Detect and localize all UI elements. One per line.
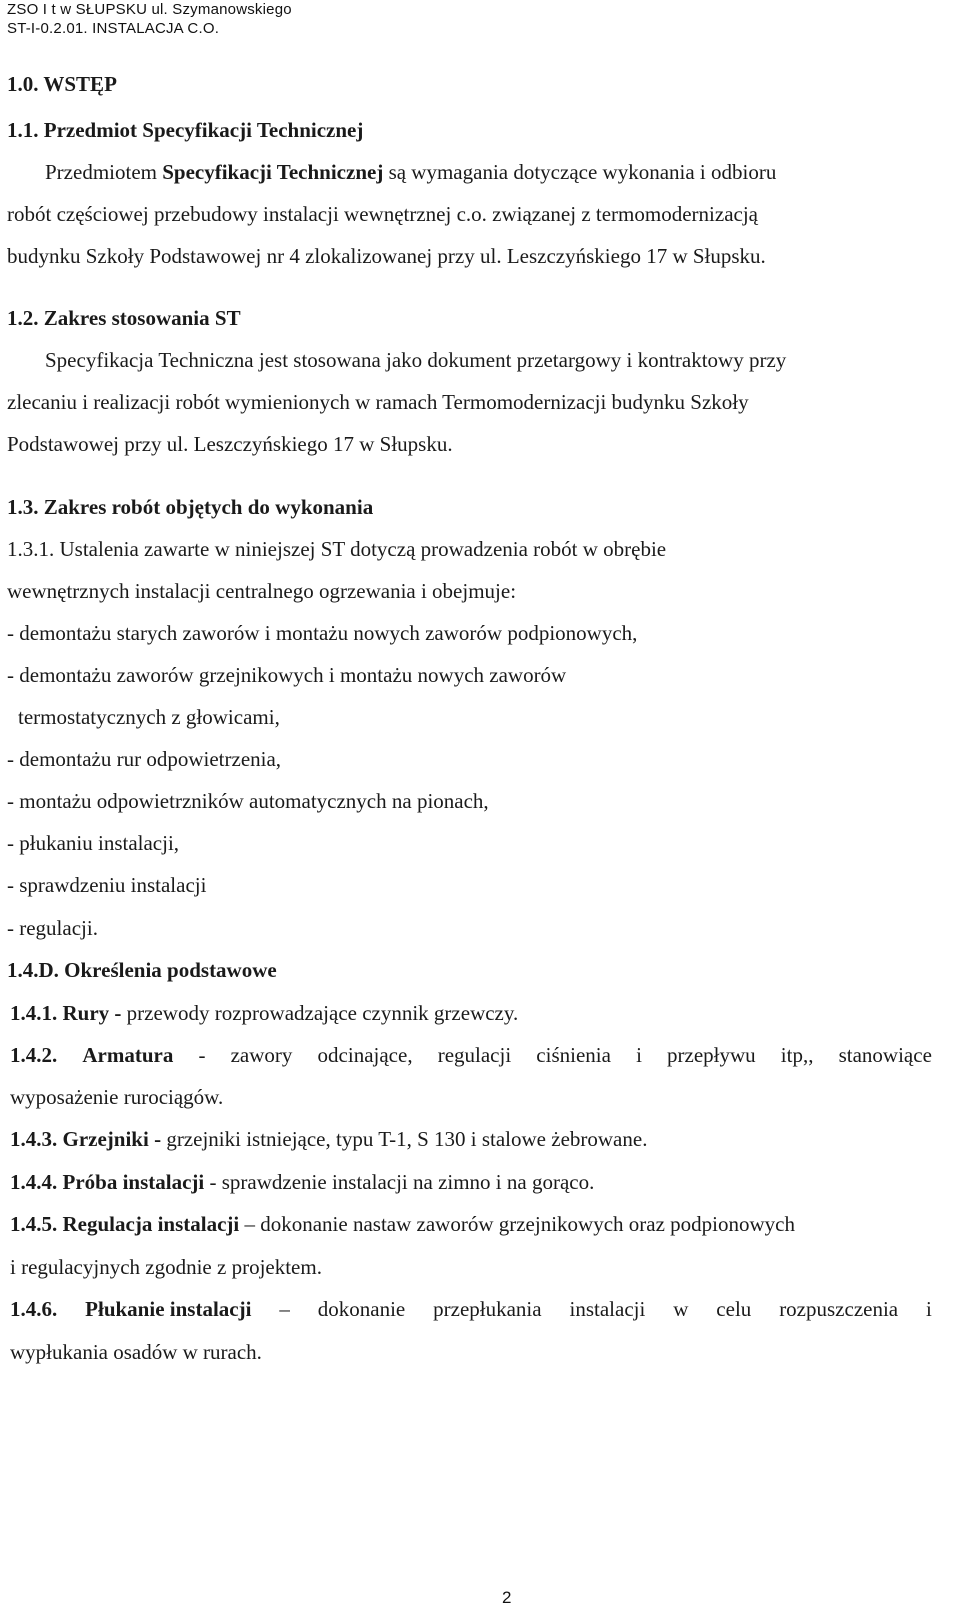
definition-word: odcinające, [317,1043,413,1067]
paragraph-line: robót częściowej przebudowy instalacji wewnętrznej c.o. związanej z termomodernizacją [7,202,758,226]
definition-word: rozpuszczenia [779,1297,899,1321]
heading-1-0: 1.0. WSTĘP [7,72,117,96]
definition-term: Regulacja instalacji [62,1212,240,1236]
definition-word: w [673,1297,689,1321]
definition-number: 1.4.1. [10,1001,58,1025]
text-run: Przedmiotem [45,160,157,184]
list-item: - płukaniu instalacji, [7,831,180,855]
definition-text: - sprawdzenie instalacji na zimno i na gorąco. [209,1170,595,1194]
definition-term: Rury - [62,1001,122,1025]
definition-word: regulacji [437,1043,512,1067]
page-number: 2 [502,1588,512,1607]
definition-term: Grzejniki - [62,1127,162,1151]
definition-1-4-4 [10,1170,594,1194]
definition-number: 1.4.3. [10,1127,58,1151]
definition-text: przewody rozprowadzające czynnik grzewczy. [126,1001,519,1025]
definition-continuation: wypłukania osadów w rurach. [10,1340,262,1364]
definition-1-4-2 [10,1043,932,1067]
definition-term: Płukanie instalacji [85,1297,252,1321]
definition-number: 1.4.2. [10,1043,58,1067]
definition-word: stanowiące [838,1043,932,1067]
list-item: - demontażu starych zaworów i montażu nowych zaworów podpionowych, [7,621,638,645]
paragraph-line: Podstawowej przy ul. Leszczyńskiego 17 w Słupsku. [7,432,453,456]
list-item: - montażu odpowietrzników automatycznych na pionach, [7,789,489,813]
list-item: - sprawdzeniu instalacji [7,873,207,897]
definition-1-4-6 [10,1297,932,1321]
paragraph-line [45,160,776,184]
heading-1-2 [7,306,241,330]
paragraph-line: Specyfikacja Techniczna jest stosowana jako dokument przetargowy i kontraktowy przy [45,348,787,372]
heading-text: Zakres stosowania ST [43,306,241,330]
definition-1-4-1 [10,1001,518,1025]
definition-word: zawory [230,1043,293,1067]
list-item: - regulacji. [7,916,98,940]
definition-text: – dokonanie nastaw zaworów grzejnikowych oraz podpionowych [244,1212,795,1236]
definition-text: grzejniki istniejące, typu T-1, S 130 i stalowe żebrowane. [166,1127,648,1151]
heading-1-3: 1.3. Zakres robót objętych do wykonania [7,495,374,519]
list-item-continuation: termostatycznych z głowicami, [18,705,280,729]
definition-1-4-5 [10,1212,795,1236]
definition-word: i [636,1043,642,1067]
heading-number: 1.2. [7,306,39,330]
running-header-line-2: ST-I-0.2.01. INSTALACJA C.O. [7,20,220,37]
list-item: - demontażu zaworów grzejnikowych i montażu nowych zaworów [7,663,567,687]
definition-number: 1.4.6. [10,1297,58,1321]
definition-number: 1.4.5. [10,1212,58,1236]
running-header-line-1: ZSO I t w SŁUPSKU ul. Szymanowskiego [7,1,292,18]
heading-1-1: 1.1. Przedmiot Specyfikacji Technicznej [7,118,364,142]
list-item: - demontażu rur odpowietrzenia, [7,747,282,771]
definition-term: Próba instalacji [62,1170,205,1194]
definition-continuation: wyposażenie rurociągów. [10,1085,224,1109]
definition-number: 1.4.4. [10,1170,58,1194]
definition-word: - [198,1043,206,1067]
paragraph-line: budynku Szkoły Podstawowej nr 4 zlokalizowanej przy ul. Leszczyńskiego 17 w Słupsku. [7,244,766,268]
definition-word: – [279,1297,290,1321]
definition-word: dokonanie [317,1297,406,1321]
definition-word: itp,, [780,1043,814,1067]
paragraph-line: 1.3.1. Ustalenia zawarte w niniejszej ST dotyczą prowadzenia robót w obrębie [7,537,667,561]
definition-word: przepłukania [433,1297,542,1321]
paragraph-line: wewnętrznych instalacji centralnego ogrzewania i obejmuje: [7,579,517,603]
heading-1-4: 1.4.D. Określenia podstawowe [7,958,277,982]
paragraph-line: zlecaniu i realizacji robót wymienionych w ramach Termomodernizacji budynku Szkoły [7,390,749,414]
definition-continuation: i regulacyjnych zgodnie z projektem. [10,1255,322,1279]
definition-word: ciśnienia [536,1043,611,1067]
definition-word: i [926,1297,932,1321]
definition-word: instalacji [569,1297,646,1321]
definition-term: Armatura [82,1043,174,1067]
text-run-bold: Specyfikacji Technicznej [162,160,384,184]
definition-word: przepływu [667,1043,756,1067]
definition-word: celu [716,1297,752,1321]
definition-1-4-3 [10,1127,647,1151]
text-run: są wymagania dotyczące wykonania i odbioru [388,160,777,184]
